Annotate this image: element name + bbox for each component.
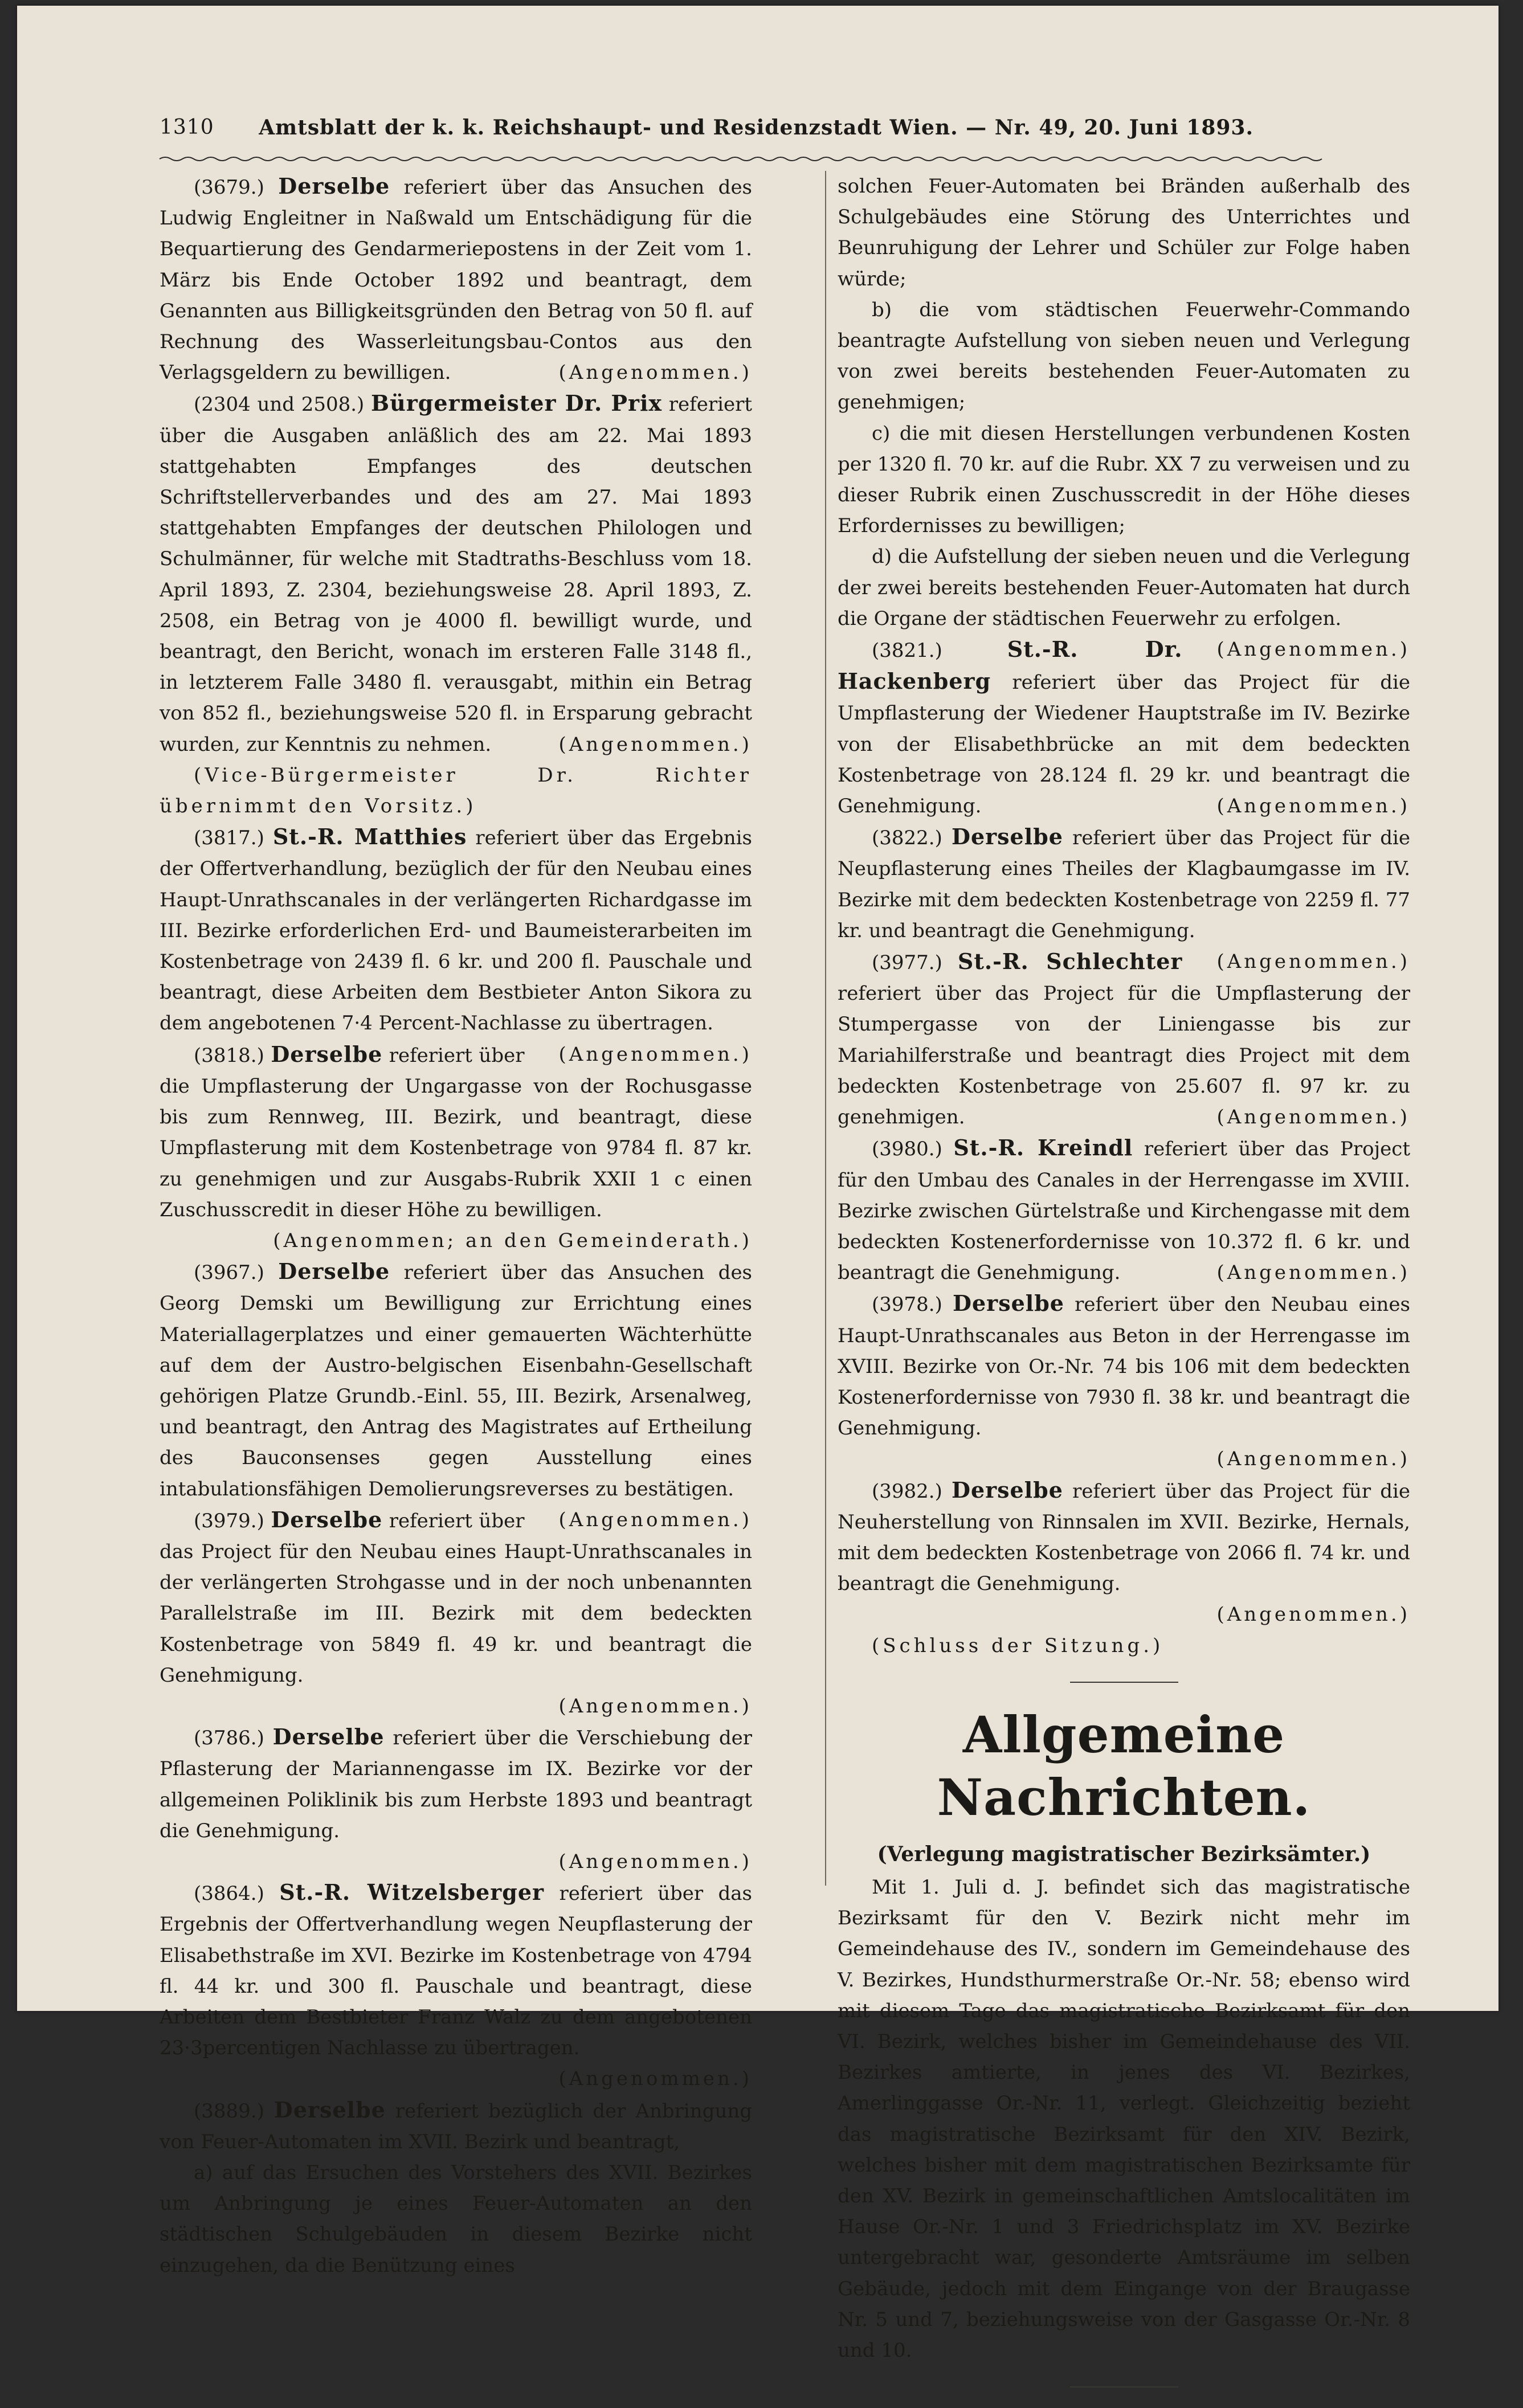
entry-3977: (3977.) St.-R. Schlechter referiert über das Project für die Umpflasterung der Stumpergasse von der Liniengasse bis zur Mariahilferstraße und beantragt dies Project mit dem bedeckten Kostenbetrage von 25.607 fl. 97 kr. zu genehmigen. (Angenommen.) xyxy=(838,949,1410,1129)
entry-3818: (3818.) Derselbe referiert über die Umpflasterung der Ungargasse von der Rochusgasse bis zum Rennweg, III. Bezirk, und beantragt, diese Umpflasterung mit dem Kostenbetrage von 9784 fl. 87 kr. zu genehmigen und zur Ausgabs-Rubrik XXII 1 c einen Zuschusscredit in dieser Höhe zu bewilligen. (Angenommen; an den Gemeinderath.) xyxy=(160,1041,752,1252)
entry-3889: (3889.) Derselbe referiert bezüglich der Anbringung von Feuer-Automaten im XVII. Bezirk und beantragt, xyxy=(160,2096,752,2153)
entry-3679: (3679.) Derselbe referiert über das Ansuchen des Ludwig Engleitner in Naßwald um Entschädigung für die Bequartierung des Gendarmeriepostens in der Zeit vom 1. März bis Ende October 1892 und beantragt, dem Genannten aus Billigkeitsgründen den Betrag von 50 fl. auf Rechnung des Wasserleitungsbau-Contos aus den Verlagsgeldern zu bewilligen. (Angenommen.) xyxy=(160,173,753,385)
page-number: 1310 xyxy=(160,116,214,139)
news-body: Mit 1. Juli d. J. befindet sich das magistratische Bezirksamt für den V. Bezirk nicht mehr im Gemeindehause des IV., sondern im Gemeindehause des V. Bezirkes, Hundsthurmerstraße Or.-Nr. 58; ebenso wird mit diesem Tage das magistratische Bezirksamt für den VI. Bezirk, welches bisher im Gemeindehause des VII. Bezirkes amtierte, in jenes des VI. Bezirkes, Amerlinggasse Or.-Nr. 11, verlegt. Gleichzeitig bezieht das magistratische Bezirksamt für den XIV. Bezirk, welches bisher mit dem magistratischen Bezirksamte für den XV. Bezirk in gemeinschaftlichen Amtslocalitäten im Hause Or.-Nr. 1 und 3 Friedrichsplatz im XV. Bezirke untergebracht war, gesonderte Amtsräume im selben Gebäude, jedoch mit dem Eingange von der Braugasse Nr. 5 und 7, beziehungsweise von der Gasgasse Or.-Nr. 8 und 10. xyxy=(838,1875,1410,2362)
entry-3979: (3979.) Derselbe referiert über das Project für den Neubau eines Haupt-Unrathscanales in der verlängerten Strohgasse und in der noch unbenannten Parallelstraße im III. Bezirk mit dem bedeckten Kostenbetrage von 5849 fl. 49 kr. und beantragt die Genehmigung. (Angenommen.) xyxy=(160,1506,752,1718)
end-divider xyxy=(1070,2386,1178,2387)
header-wavy-rule xyxy=(160,155,1390,163)
entry-3889-continued: solchen Feuer-Automaten bei Bränden außerhalb des Schulgebäudes eine Störung des Unterrichtes und Beunruhigung der Lehrer und Schüler zur Folge haben würde; xyxy=(838,175,1410,291)
entry-3967: (3967.) Derselbe referiert über das Ansuchen des Georg Demski um Bewilligung zur Errichtung eines Materiallagerplatzes und einer gemauerten Wächterhütte auf dem der Austro-belgischen Eisenbahn-Gesellschaft gehörigen Platze Grundb.-Einl. 55, III. Bezirk, Arsenalweg, und beantragt, den Antrag des Magistrates auf Ertheilung des Bauconsenses gegen Ausstellung eines intabulationsfähigen Demolierungsreverses zu bestätigen. (Angenommen.) xyxy=(160,1258,753,1531)
entry-3889-item-a: a) auf das Ersuchen des Vorstehers des XVII. Bezirkes um Anbringung je eines Feuer-Automaten an den städtischen Schulgebäuden in diesem Bezirke nicht einzugehen, da die Benützung eines xyxy=(160,2161,752,2277)
entry-3889-item-d: d) die Aufstellung der sieben neuen und die Verlegung der zwei bereits bestehenden Feuer-Automaten hat durch die Organe der städtischen Feuerwehr zu erfolgen. (Angenommen.) xyxy=(838,545,1410,661)
section-subheading: (Verlegung magistratischer Bezirksämter.) xyxy=(877,1842,1371,1866)
entry-3786: (3786.) Derselbe referiert über die Verschiebung der Pflasterung der Mariannengasse im IX. Bezirke vor der allgemeinen Poliklinik bis zum Herbste 1893 und beantragt die Genehmigung. (Angenommen.) xyxy=(160,1724,753,1873)
right-column xyxy=(838,171,1410,2408)
entry-3817: (3817.) St.-R. Matthies referiert über das Ergebnis der Offertverhandlung, bezüglich der für den Neubau eines Haupt-Unrathscanales in der verlängerten Richardgasse im III. Bezirke erforderlichen Erd- und Baumeisterarbeiten im Kostenbetrage von 2439 fl. 6 kr. und 200 fl. Pauschale und beantragt, diese Arbeiten dem Bestbieter Anton Sikora zu dem angebotenen 7·4 Percent-Nachlasse zu übertragen. (Angenommen.) xyxy=(160,824,752,1066)
entry-3889-item-b: b) die vom städtischen Feuerwehr-Commando beantragte Aufstellung von sieben neuen und Verlegung von zwei bereits bestehenden Feuer-Automaten zu genehmigen; xyxy=(838,298,1410,414)
entry-3821: (3821.) St.-R. Dr. Hackenberg referiert über das Project für die Umpflasterung der Wiedener Hauptstraße im IV. Bezirke von der Elisabethbrücke an mit dem bedeckten Kostenbetrage von 28.124 fl. 29 kr. und beantragt die Genehmigung. (Angenommen.) xyxy=(838,636,1411,818)
entry-3889-item-c: c) die mit diesen Herstellungen verbundenen Kosten per 1320 fl. 70 kr. auf die Rubr. XX 7 zu verweisen und zu dieser Rubrik einen Zuschusscredit in der Höhe dieses Erfordernisses zu bewilligen; xyxy=(838,422,1410,538)
entry-3980: (3980.) St.-R. Kreindl referiert über das Project für den Umbau des Canales in der Herrengasse im XVIII. Bezirke zwischen Gürtelstraße und Kirchengasse mit dem bedeckten Kostenerfordernisse von 10.372 fl. 6 kr. und beantragt die Genehmigung. (Angenommen.) xyxy=(838,1135,1410,1285)
page-header xyxy=(160,116,1253,150)
left-column xyxy=(160,171,752,2281)
entry-3822: (3822.) Derselbe referiert über das Project für die Neupflasterung eines Theiles der Klagbaumgasse im IV. Bezirke mit dem bedeckten Kostenbetrage von 2259 fl. 77 kr. und beantragt die Genehmigung. (Angenommen.) xyxy=(838,824,1410,974)
column-divider xyxy=(825,171,826,1886)
entry-3978: (3978.) Derselbe referiert über den Neubau eines Haupt-Unrathscanales aus Beton in der Herrengasse im XVIII. Bezirke von Or.-Nr. 74 bis 106 mit dem bedeckten Kostenerfordernisse von 7930 fl. 38 kr. und beantragt die Genehmigung. (Angenommen.) xyxy=(838,1290,1410,1471)
newspaper-page xyxy=(17,6,1498,2362)
entry-3982: (3982.) Derselbe referiert über das Project für die Neuherstellung von Rinnsalen im XVII. Bezirke, Hernals, mit dem bedeckten Kostenbetrage von 2066 fl. 74 kr. und beantragt die Genehmigung. (Angenommen.) xyxy=(838,1477,1410,1626)
chair-change-note: (Vice-Bürgermeister Dr. Richter übernimmt den Vorsitz.) xyxy=(160,763,752,818)
entry-3864: (3864.) St.-R. Witzelsberger referiert über das Ergebnis der Offertverhandlung wegen Neupflasterung der Elisabethstraße im XVI. Bezirke im Kostenbetrage von 4794 fl. 44 kr. und 300 fl. Pauschale und beantragt, diese Arbeiten dem Bestbieter Franz Walz zu dem angebotenen 23·3percentigen Nachlasse zu übertragen. (Angenommen.) xyxy=(160,1879,752,2091)
session-end-note: (Schluss der Sitzung.) xyxy=(872,1634,1164,1657)
entry-2304-2508: (2304 und 2508.) Bürgermeister Dr. Prix referiert über die Ausgaben anläßlich des am 22. Mai 1893 stattgehabten Empfanges des deutschen Schriftstellerverbandes und des am 27. Mai 1893 stattgehabten Empfanges der deutschen Philologen und Schulmänner, für welche mit Stadtraths-Beschluss vom 18. April 1893, Z. 2304, beziehungsweise 28. April 1893, Z. 2508, ein Betrag von je 4000 fl. bewilligt wurde, und beantragt, den Bericht, wonach im ersteren Falle 3148 fl., in letzterem Falle 3480 fl. verausgabt, mithin ein Betrag von 852 fl., beziehungsweise 520 fl. in Ersparung gebracht wurden, zur Kenntnis zu nehmen. (Angenommen.) xyxy=(160,390,753,756)
section-heading: Allgemeine Nachrichten. xyxy=(937,1704,1311,1827)
publication-title: Amtsblatt der k. k. Reichshaupt- und Residenzstadt Wien. — Nr. 49, 20. Juni 1893. xyxy=(259,116,1253,140)
section-divider xyxy=(1070,1682,1178,1683)
